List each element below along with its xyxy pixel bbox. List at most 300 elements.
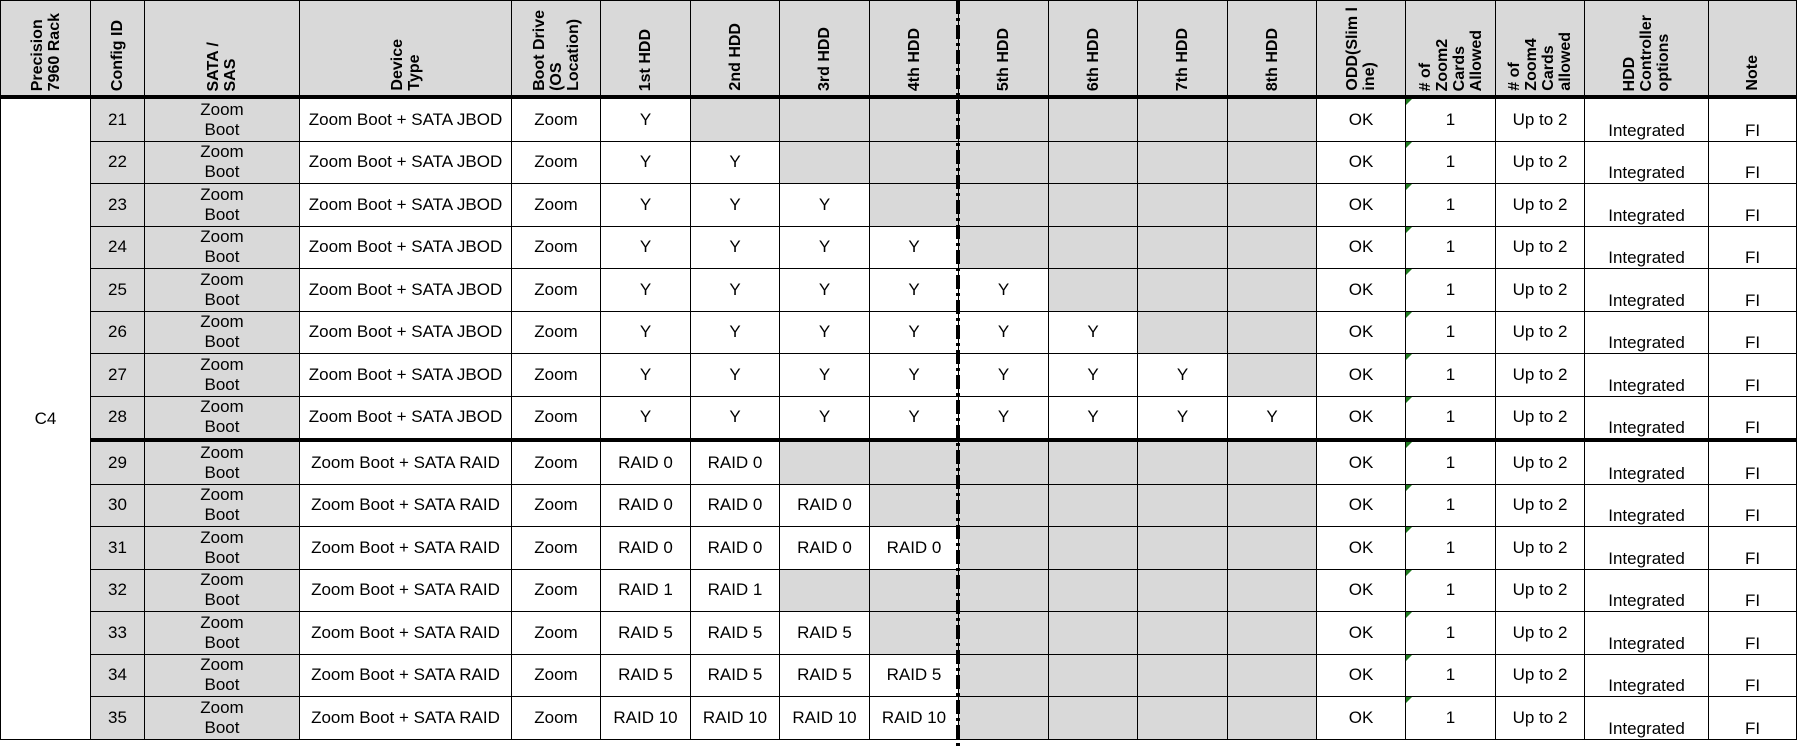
sata-sas-text: Zoom Boot: [200, 269, 244, 309]
hdd-7-cell: [1138, 484, 1228, 527]
header-note-label: Note: [1744, 55, 1761, 91]
table-row: [1, 311, 1797, 354]
hdd-5-cell: [959, 226, 1049, 269]
hdd-6-cell: [1049, 184, 1138, 227]
config-id-cell: 35: [91, 697, 145, 740]
hdd-7-cell: [1138, 527, 1228, 570]
table-row: [1, 184, 1797, 227]
sata-sas-text: Zoom Boot: [200, 142, 244, 182]
hdd-3-cell: Y: [780, 226, 870, 269]
zoom2-cards-value: 1: [1445, 237, 1456, 257]
odd-cell: OK: [1317, 527, 1406, 570]
zoom2-cards-value: 1: [1445, 665, 1456, 685]
hdd-1-cell: RAID 5: [601, 612, 691, 655]
hdd-8-cell: [1228, 354, 1317, 397]
device-type-cell: Zoom Boot + SATA JBOD: [300, 396, 512, 440]
comment-marker-icon[interactable]: [1406, 397, 1412, 403]
odd-cell: OK: [1317, 184, 1406, 227]
hdd-7-cell: [1138, 654, 1228, 697]
hdd-7-cell: [1138, 697, 1228, 740]
hdd-3-cell: RAID 5: [780, 612, 870, 655]
hdd-7-cell: [1138, 311, 1228, 354]
note-cell: FI: [1709, 440, 1797, 484]
hdd-3-cell: [780, 141, 870, 184]
hdd-2-cell: Y: [691, 311, 780, 354]
hdd-3-cell: [780, 97, 870, 141]
header-boot-drive-label: Boot Drive (OS Location): [530, 10, 582, 91]
hdd-7-cell: [1138, 141, 1228, 184]
odd-cell: OK: [1317, 311, 1406, 354]
zoom2-cards-value: 1: [1445, 407, 1456, 427]
table-row: [1, 654, 1797, 697]
boot-drive-cell: Zoom: [512, 354, 601, 397]
hdd-2-cell: RAID 5: [691, 612, 780, 655]
platform-cell: C4: [1, 97, 91, 739]
note-cell: FI: [1709, 354, 1797, 397]
zoom4-cards-cell: Up to 2: [1496, 97, 1585, 141]
hdd-2-cell: Y: [691, 184, 780, 227]
device-type-cell: Zoom Boot + SATA JBOD: [300, 226, 512, 269]
hdd-8-cell: [1228, 184, 1317, 227]
hdd-group-divider: [956, 0, 960, 746]
sata-sas-cell: [145, 440, 300, 484]
comment-marker-icon[interactable]: [1406, 142, 1412, 148]
table-row: [1, 269, 1797, 312]
device-type-cell: Zoom Boot + SATA JBOD: [300, 184, 512, 227]
zoom4-cards-cell: Up to 2: [1496, 440, 1585, 484]
boot-drive-cell: Zoom: [512, 396, 601, 440]
device-type-cell: Zoom Boot + SATA JBOD: [300, 97, 512, 141]
device-type-cell: Zoom Boot + SATA RAID: [300, 697, 512, 740]
hdd-controller-cell: Integrated: [1585, 612, 1709, 655]
note-cell: FI: [1709, 184, 1797, 227]
hdd-4-cell: [870, 440, 959, 484]
zoom2-cards-value: 1: [1445, 452, 1456, 472]
note-cell: FI: [1709, 569, 1797, 612]
hdd-4-cell: RAID 5: [870, 654, 959, 697]
zoom2-cards-value: 1: [1445, 322, 1456, 342]
header-hdd-1: [601, 1, 691, 98]
hdd-3-cell: Y: [780, 269, 870, 312]
table-body: [1, 97, 1797, 739]
hdd-6-cell: [1049, 654, 1138, 697]
sata-sas-cell: [145, 697, 300, 740]
hdd-5-cell: Y: [959, 396, 1049, 440]
hdd-4-cell: Y: [870, 226, 959, 269]
comment-marker-icon[interactable]: [1406, 697, 1412, 703]
device-type-cell: Zoom Boot + SATA JBOD: [300, 354, 512, 397]
comment-marker-icon[interactable]: [1406, 354, 1412, 360]
zoom2-cards-cell: [1406, 612, 1496, 655]
hdd-3-cell: RAID 5: [780, 654, 870, 697]
header-zoom4-cards: [1496, 1, 1585, 98]
odd-cell: OK: [1317, 612, 1406, 655]
hdd-1-cell: Y: [601, 354, 691, 397]
zoom2-cards-value: 1: [1445, 707, 1456, 727]
sata-sas-text: Zoom Boot: [200, 397, 244, 437]
table-row: [1, 697, 1797, 740]
hdd-5-cell: [959, 654, 1049, 697]
table-row: [1, 484, 1797, 527]
hdd-controller-cell: Integrated: [1585, 311, 1709, 354]
hdd-5-cell: Y: [959, 269, 1049, 312]
header-boot-drive: [512, 1, 601, 98]
boot-drive-cell: Zoom: [512, 484, 601, 527]
hdd-controller-cell: Integrated: [1585, 697, 1709, 740]
sata-sas-text: Zoom Boot: [200, 184, 244, 224]
header-hdd-4-label: 4th HDD: [905, 27, 923, 91]
note-cell: FI: [1709, 527, 1797, 570]
hdd-4-cell: [870, 184, 959, 227]
zoom2-cards-cell: [1406, 569, 1496, 612]
hdd-8-cell: [1228, 484, 1317, 527]
zoom2-cards-cell: [1406, 440, 1496, 484]
boot-drive-cell: Zoom: [512, 141, 601, 184]
header-hdd-5: [959, 1, 1049, 98]
device-type-cell: Zoom Boot + SATA JBOD: [300, 311, 512, 354]
comment-marker-icon[interactable]: [1406, 655, 1412, 661]
hdd-2-cell: Y: [691, 226, 780, 269]
sata-sas-text: Zoom Boot: [200, 527, 244, 567]
zoom2-cards-value: 1: [1445, 364, 1456, 384]
sata-sas-cell: [145, 484, 300, 527]
zoom4-cards-cell: Up to 2: [1496, 311, 1585, 354]
zoom4-cards-cell: Up to 2: [1496, 184, 1585, 227]
hdd-controller-cell: Integrated: [1585, 184, 1709, 227]
hdd-2-cell: [691, 97, 780, 141]
hdd-1-cell: Y: [601, 141, 691, 184]
zoom4-cards-cell: Up to 2: [1496, 269, 1585, 312]
comment-marker-icon[interactable]: [1406, 442, 1412, 448]
note-cell: FI: [1709, 484, 1797, 527]
boot-drive-cell: Zoom: [512, 569, 601, 612]
zoom2-cards-cell: [1406, 226, 1496, 269]
zoom2-cards-cell: [1406, 697, 1496, 740]
zoom2-cards-cell: [1406, 354, 1496, 397]
hdd-7-cell: [1138, 440, 1228, 484]
header-hdd-2-label: 2nd HDD: [726, 23, 744, 91]
hdd-5-cell: [959, 184, 1049, 227]
header-hdd-3: [780, 1, 870, 98]
header-sata-sas-label: SATA / SAS: [205, 41, 239, 91]
hdd-3-cell: RAID 10: [780, 697, 870, 740]
header-platform-label: Precision 7960 Rack: [28, 12, 63, 91]
comment-marker-icon[interactable]: [1406, 269, 1412, 275]
header-note: [1709, 1, 1797, 98]
hdd-6-cell: [1049, 440, 1138, 484]
sata-sas-cell: [145, 569, 300, 612]
config-id-cell: 21: [91, 97, 145, 141]
hdd-7-cell: [1138, 569, 1228, 612]
boot-drive-cell: Zoom: [512, 184, 601, 227]
config-id-cell: 33: [91, 612, 145, 655]
hdd-6-cell: [1049, 226, 1138, 269]
hdd-8-cell: [1228, 141, 1317, 184]
sata-sas-cell: [145, 97, 300, 141]
note-cell: FI: [1709, 226, 1797, 269]
hdd-controller-cell: Integrated: [1585, 226, 1709, 269]
header-hdd-6-label: 6th HDD: [1084, 27, 1102, 91]
header-hdd-controller: [1585, 1, 1709, 98]
zoom2-cards-cell: [1406, 97, 1496, 141]
zoom2-cards-value: 1: [1445, 495, 1456, 515]
hdd-2-cell: Y: [691, 396, 780, 440]
header-device-type: [300, 1, 512, 98]
header-hdd-8: [1228, 1, 1317, 98]
header-sata-sas: [145, 1, 300, 98]
config-id-cell: 27: [91, 354, 145, 397]
device-type-cell: Zoom Boot + SATA RAID: [300, 569, 512, 612]
hdd-2-cell: RAID 1: [691, 569, 780, 612]
zoom4-cards-cell: Up to 2: [1496, 569, 1585, 612]
header-hdd-4: [870, 1, 959, 98]
hdd-8-cell: [1228, 697, 1317, 740]
header-row: [1, 1, 1797, 98]
hdd-1-cell: Y: [601, 184, 691, 227]
config-id-cell: 31: [91, 527, 145, 570]
hdd-5-cell: Y: [959, 311, 1049, 354]
odd-cell: OK: [1317, 141, 1406, 184]
hdd-4-cell: [870, 612, 959, 655]
sata-sas-cell: [145, 612, 300, 655]
hdd-7-cell: [1138, 269, 1228, 312]
table-row: [1, 97, 1797, 141]
zoom2-cards-value: 1: [1445, 152, 1456, 172]
zoom4-cards-cell: Up to 2: [1496, 354, 1585, 397]
odd-cell: OK: [1317, 97, 1406, 141]
zoom2-cards-cell: [1406, 141, 1496, 184]
comment-marker-icon[interactable]: [1406, 527, 1412, 533]
boot-drive-cell: Zoom: [512, 612, 601, 655]
odd-cell: OK: [1317, 697, 1406, 740]
sata-sas-text: Zoom Boot: [200, 612, 244, 652]
sata-sas-text: Zoom Boot: [200, 570, 244, 610]
hdd-5-cell: [959, 97, 1049, 141]
zoom2-cards-cell: [1406, 396, 1496, 440]
hdd-controller-cell: Integrated: [1585, 440, 1709, 484]
hdd-6-cell: [1049, 697, 1138, 740]
hdd-5-cell: Y: [959, 354, 1049, 397]
zoom2-cards-cell: [1406, 184, 1496, 227]
note-cell: FI: [1709, 612, 1797, 655]
hdd-1-cell: Y: [601, 396, 691, 440]
hdd-2-cell: RAID 5: [691, 654, 780, 697]
odd-cell: OK: [1317, 484, 1406, 527]
config-id-cell: 29: [91, 440, 145, 484]
zoom2-cards-cell: [1406, 269, 1496, 312]
hdd-6-cell: [1049, 612, 1138, 655]
note-cell: FI: [1709, 97, 1797, 141]
header-odd-label: ODD(Slim l ine): [1344, 7, 1378, 91]
hdd-1-cell: RAID 0: [601, 484, 691, 527]
zoom2-cards-value: 1: [1445, 537, 1456, 557]
hdd-8-cell: [1228, 226, 1317, 269]
device-type-cell: Zoom Boot + SATA RAID: [300, 527, 512, 570]
hdd-7-cell: Y: [1138, 354, 1228, 397]
hdd-1-cell: Y: [601, 97, 691, 141]
hdd-1-cell: Y: [601, 226, 691, 269]
header-platform: [1, 1, 91, 98]
zoom2-cards-cell: [1406, 527, 1496, 570]
hdd-4-cell: Y: [870, 311, 959, 354]
hdd-6-cell: [1049, 141, 1138, 184]
hdd-4-cell: Y: [870, 354, 959, 397]
odd-cell: OK: [1317, 269, 1406, 312]
note-cell: FI: [1709, 311, 1797, 354]
note-cell: FI: [1709, 141, 1797, 184]
hdd-8-cell: [1228, 612, 1317, 655]
zoom2-cards-value: 1: [1445, 622, 1456, 642]
zoom4-cards-cell: Up to 2: [1496, 654, 1585, 697]
config-id-cell: 32: [91, 569, 145, 612]
comment-marker-icon[interactable]: [1406, 184, 1412, 190]
sata-sas-cell: [145, 654, 300, 697]
note-cell: FI: [1709, 697, 1797, 740]
sata-sas-text: Zoom Boot: [200, 655, 244, 695]
hdd-2-cell: Y: [691, 269, 780, 312]
table-row: [1, 612, 1797, 655]
hdd-4-cell: [870, 141, 959, 184]
hdd-7-cell: Y: [1138, 396, 1228, 440]
hdd-4-cell: [870, 484, 959, 527]
config-id-cell: 28: [91, 396, 145, 440]
sata-sas-cell: [145, 269, 300, 312]
hdd-7-cell: [1138, 226, 1228, 269]
hdd-controller-cell: Integrated: [1585, 269, 1709, 312]
header-hdd-2: [691, 1, 780, 98]
device-type-cell: Zoom Boot + SATA RAID: [300, 612, 512, 655]
header-odd: [1317, 1, 1406, 98]
hdd-7-cell: [1138, 184, 1228, 227]
hdd-4-cell: [870, 97, 959, 141]
hdd-8-cell: Y: [1228, 396, 1317, 440]
hdd-5-cell: [959, 527, 1049, 570]
hdd-controller-cell: Integrated: [1585, 527, 1709, 570]
comment-marker-icon[interactable]: [1406, 570, 1412, 576]
hdd-controller-cell: Integrated: [1585, 141, 1709, 184]
header-zoom4-cards-label: # of Zoom4 Cards allowed: [1506, 32, 1574, 91]
hdd-3-cell: [780, 569, 870, 612]
hdd-7-cell: [1138, 612, 1228, 655]
hdd-6-cell: Y: [1049, 311, 1138, 354]
boot-drive-cell: Zoom: [512, 654, 601, 697]
hdd-8-cell: [1228, 311, 1317, 354]
hdd-3-cell: Y: [780, 354, 870, 397]
sata-sas-cell: [145, 141, 300, 184]
sata-sas-text: Zoom Boot: [200, 697, 244, 737]
zoom4-cards-cell: Up to 2: [1496, 484, 1585, 527]
odd-cell: OK: [1317, 569, 1406, 612]
hdd-6-cell: Y: [1049, 396, 1138, 440]
hdd-4-cell: [870, 569, 959, 612]
comment-marker-icon[interactable]: [1406, 99, 1412, 105]
table-row: [1, 527, 1797, 570]
boot-drive-cell: Zoom: [512, 226, 601, 269]
device-type-cell: Zoom Boot + SATA JBOD: [300, 269, 512, 312]
hdd-6-cell: [1049, 269, 1138, 312]
hdd-1-cell: RAID 1: [601, 569, 691, 612]
hdd-4-cell: Y: [870, 396, 959, 440]
hdd-controller-cell: Integrated: [1585, 569, 1709, 612]
comment-marker-icon[interactable]: [1406, 485, 1412, 491]
device-type-cell: Zoom Boot + SATA JBOD: [300, 141, 512, 184]
comment-marker-icon[interactable]: [1406, 312, 1412, 318]
boot-drive-cell: Zoom: [512, 269, 601, 312]
sata-sas-text: Zoom Boot: [200, 485, 244, 525]
boot-drive-cell: Zoom: [512, 97, 601, 141]
hdd-6-cell: [1049, 569, 1138, 612]
hdd-2-cell: Y: [691, 141, 780, 184]
zoom2-cards-value: 1: [1445, 109, 1456, 129]
header-hdd-7-label: 7th HDD: [1174, 27, 1191, 91]
config-id-cell: 30: [91, 484, 145, 527]
comment-marker-icon[interactable]: [1406, 612, 1412, 618]
header-hdd-controller-label: HDD Controller options: [1621, 14, 1672, 91]
hdd-2-cell: RAID 0: [691, 484, 780, 527]
header-hdd-3-label: 3rd HDD: [816, 26, 833, 91]
header-hdd-8-label: 8th HDD: [1263, 27, 1281, 91]
hdd-3-cell: Y: [780, 184, 870, 227]
sata-sas-text: Zoom Boot: [200, 354, 244, 394]
sata-sas-text: Zoom Boot: [200, 99, 244, 139]
zoom2-cards-cell: [1406, 484, 1496, 527]
hdd-8-cell: [1228, 440, 1317, 484]
header-config-id-label: Config ID: [109, 19, 126, 91]
hdd-1-cell: RAID 0: [601, 527, 691, 570]
sata-sas-cell: [145, 396, 300, 440]
zoom2-cards-value: 1: [1445, 580, 1456, 600]
comment-marker-icon[interactable]: [1406, 227, 1412, 233]
config-id-cell: 24: [91, 226, 145, 269]
zoom4-cards-cell: Up to 2: [1496, 141, 1585, 184]
hdd-8-cell: [1228, 269, 1317, 312]
table-row: [1, 354, 1797, 397]
hdd-1-cell: RAID 0: [601, 440, 691, 484]
sata-sas-cell: [145, 184, 300, 227]
hdd-6-cell: Y: [1049, 354, 1138, 397]
table-row: [1, 226, 1797, 269]
header-hdd-5-label: 5th HDD: [995, 27, 1012, 91]
config-id-cell: 23: [91, 184, 145, 227]
hdd-4-cell: RAID 10: [870, 697, 959, 740]
hdd-2-cell: RAID 10: [691, 697, 780, 740]
device-type-cell: Zoom Boot + SATA RAID: [300, 484, 512, 527]
zoom4-cards-cell: Up to 2: [1496, 396, 1585, 440]
hdd-controller-cell: Integrated: [1585, 654, 1709, 697]
sata-sas-cell: [145, 311, 300, 354]
hdd-3-cell: Y: [780, 311, 870, 354]
note-cell: FI: [1709, 396, 1797, 440]
odd-cell: OK: [1317, 440, 1406, 484]
hdd-5-cell: [959, 569, 1049, 612]
zoom4-cards-cell: Up to 2: [1496, 697, 1585, 740]
hdd-controller-cell: Integrated: [1585, 396, 1709, 440]
hdd-controller-cell: Integrated: [1585, 354, 1709, 397]
config-id-cell: 25: [91, 269, 145, 312]
hdd-5-cell: [959, 440, 1049, 484]
odd-cell: OK: [1317, 654, 1406, 697]
odd-cell: OK: [1317, 396, 1406, 440]
table-row: [1, 141, 1797, 184]
hdd-8-cell: [1228, 97, 1317, 141]
sata-sas-cell: [145, 354, 300, 397]
header-hdd-6: [1049, 1, 1138, 98]
boot-drive-cell: Zoom: [512, 440, 601, 484]
note-cell: FI: [1709, 654, 1797, 697]
header-hdd-7: [1138, 1, 1228, 98]
hdd-7-cell: [1138, 97, 1228, 141]
hdd-8-cell: [1228, 569, 1317, 612]
